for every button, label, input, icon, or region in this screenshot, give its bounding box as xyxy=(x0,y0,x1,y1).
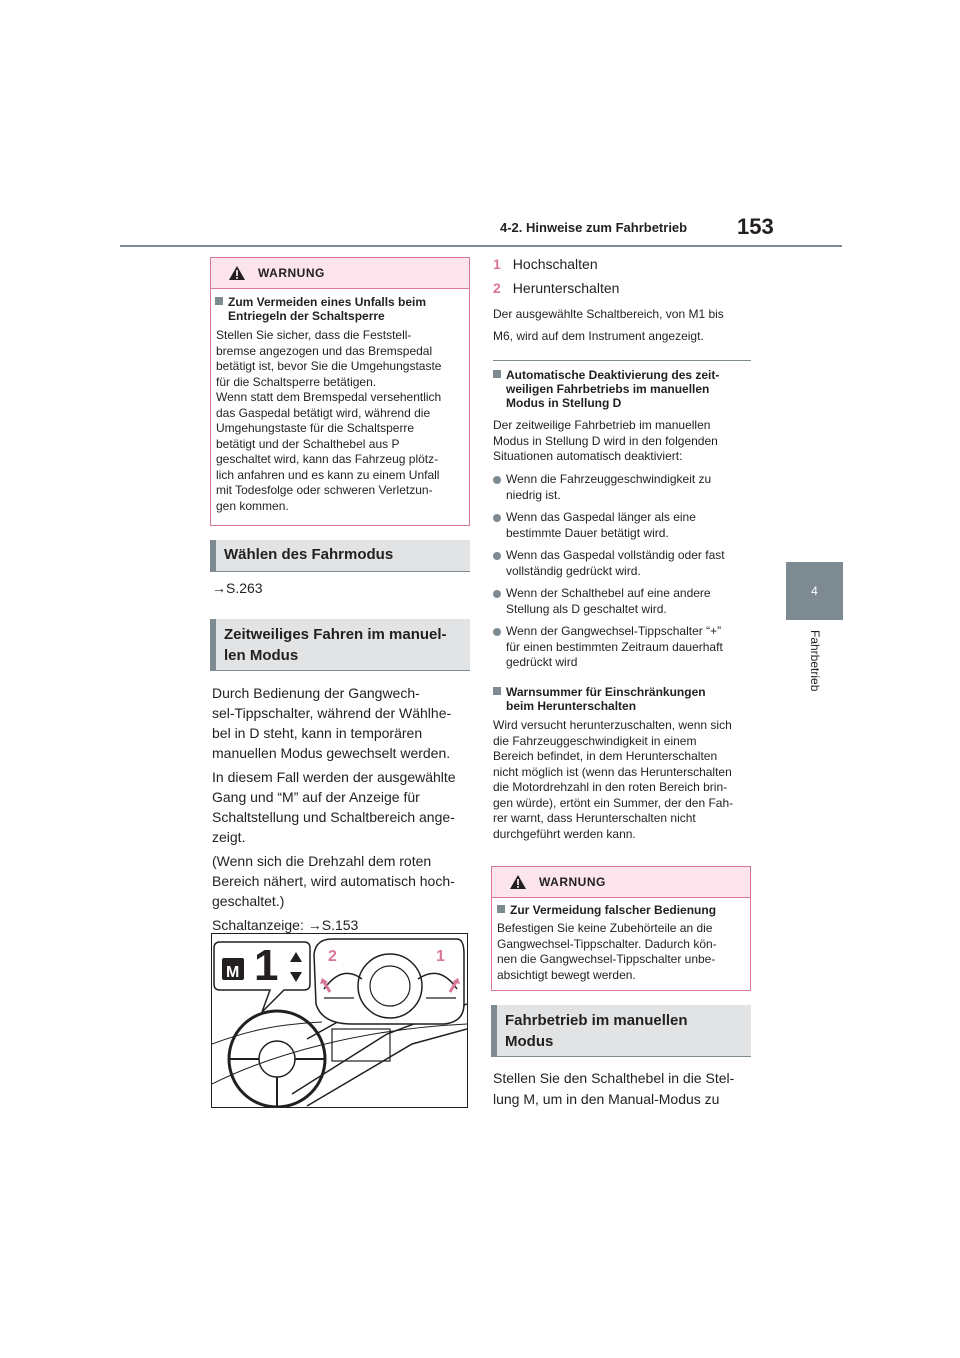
body-line: bel in D steht, kann in temporären xyxy=(212,725,423,741)
section-heading-manuellen-modus xyxy=(491,1005,751,1057)
list-item xyxy=(506,586,711,617)
body-line: die Motordrehzahl in den roten Bereich brin- xyxy=(493,780,728,794)
section-heading-manuell xyxy=(210,619,470,671)
warning-line: gen kommen. xyxy=(216,498,289,513)
list-text: Herunterschalten xyxy=(512,280,620,296)
body-line: gen würde), ertönt ein Summer, der den Fah- xyxy=(493,795,734,810)
body-line: Schaltstellung und Schaltbereich ange- xyxy=(212,809,455,825)
page-reference: →S.263 xyxy=(212,580,263,596)
bullet-line: Wenn das Gaspedal vollständig oder fast xyxy=(506,548,725,562)
body-line: Der zeitweilige Fahrbetrieb im manuellen xyxy=(493,418,711,432)
body-line: manuellen Modus gewechselt werden. xyxy=(212,745,451,761)
bullet-line: Wenn der Schalthebel auf eine andere xyxy=(506,586,711,600)
warning-title-line: Zur Vermeidung falscher Bedienung xyxy=(510,903,717,917)
gear-indicator: 1 xyxy=(254,941,279,990)
bullet-line: bestimmte Dauer betätigt wird. xyxy=(506,525,669,540)
body-line: In diesem Fall werden der ausgewählte xyxy=(212,769,456,785)
warning-title-line: Zum Vermeiden eines Unfalls beim xyxy=(228,295,427,309)
warning-line: absichtigt bewegt werden. xyxy=(497,967,636,982)
list-item xyxy=(506,472,711,503)
body-line: Wird versucht herunterzuschalten, wenn sich xyxy=(493,718,732,732)
list-item xyxy=(493,254,619,274)
body-line: Schaltanzeige: →S.153 xyxy=(212,917,359,933)
warning-line: nen die Gangwechsel-Tippschalter unbe- xyxy=(497,952,716,966)
auto-deactivation-title xyxy=(493,368,719,410)
list-number: 2 xyxy=(493,280,501,296)
warning-header xyxy=(492,867,750,898)
body-line: Durch Bedienung der Gangwech- xyxy=(212,685,420,701)
bullet-line: Wenn das Gaspedal länger als eine xyxy=(506,510,696,524)
bullet-dot xyxy=(493,514,501,522)
warning-line: Gangwechsel-Tippschalter. Dadurch kön- xyxy=(497,936,717,951)
body-line: lung M, um in den Manual-Modus zu xyxy=(493,1091,720,1107)
section-heading-text: len Modus xyxy=(224,647,299,664)
body-line: zeigt. xyxy=(212,829,246,845)
bullet-line: Wenn die Fahrzeuggeschwindigkeit zu xyxy=(506,472,712,486)
warning-triangle-icon xyxy=(228,265,246,281)
range-note xyxy=(493,303,724,347)
title-line: Modus in Stellung D xyxy=(506,396,622,410)
warning-line: das Gaspedal betätigt wird, während die xyxy=(216,405,431,420)
square-bullet-icon xyxy=(497,905,505,913)
list-item xyxy=(506,624,723,671)
title-line: Automatische Deaktivierung des zeit- xyxy=(506,368,720,382)
chapter-label-text: Fahrbetrieb xyxy=(808,630,822,692)
bullet-dot xyxy=(493,590,501,598)
warning-line: bremse angezogen und das Bremspedal xyxy=(216,343,433,358)
warning-label: WARNUNG xyxy=(539,875,606,889)
warning-body xyxy=(216,328,441,514)
callout-upshift: 1 xyxy=(436,948,445,965)
section-heading-text: Modus xyxy=(505,1033,554,1050)
square-bullet-icon xyxy=(493,370,501,378)
header-rule xyxy=(120,245,842,247)
body-line: rer warnt, dass Herunterschalten nicht xyxy=(493,811,696,825)
bullet-line: Stellung als D geschaltet wird. xyxy=(506,601,667,616)
bullet-dot xyxy=(493,552,501,560)
body-line: Bereich nähert, wird automatisch hoch- xyxy=(212,873,455,889)
divider xyxy=(493,360,751,361)
warning-line: betätigt und der Schalthebel aus P xyxy=(216,436,400,451)
body-line: Bereich befindet, in dem Herunterschalten xyxy=(493,749,718,763)
section-heading-text: Zeitweiliges Fahren im manuel- xyxy=(224,626,447,643)
steering-wheel-illustration xyxy=(211,933,468,1108)
chapter-label xyxy=(786,630,843,710)
body-line: Situationen automatisch deaktiviert: xyxy=(493,449,683,463)
auto-deactivation-intro xyxy=(493,418,718,465)
buzzer-title xyxy=(493,685,706,713)
section2-body xyxy=(212,683,456,935)
title-line: weiligen Fahrbetriebs im manuellen xyxy=(506,382,710,396)
list-item xyxy=(493,278,619,298)
square-bullet-icon xyxy=(493,687,501,695)
bullet-line: niedrig ist. xyxy=(506,487,561,502)
buzzer-body xyxy=(493,718,733,842)
running-header: 4-2. Hinweise zum Fahrbetrieb xyxy=(500,220,688,235)
warning-title xyxy=(215,295,426,323)
body-line: geschaltet.) xyxy=(212,893,285,909)
callout-downshift: 2 xyxy=(328,948,337,965)
page-number: 153 xyxy=(737,214,774,239)
body-line: Stellen Sie den Schalthebel in die Stel- xyxy=(493,1070,735,1086)
body-line: (Wenn sich die Drehzahl dem roten xyxy=(212,853,432,869)
warning-body xyxy=(497,921,717,983)
bullet-list xyxy=(493,472,753,682)
list-number: 1 xyxy=(493,256,501,272)
section-heading-text: Wählen des Fahrmodus xyxy=(224,546,394,563)
body-line: sel-Tippschalter, während der Wählhe- xyxy=(212,705,452,721)
title-line: beim Herunterschalten xyxy=(506,699,637,713)
chapter-tab: 4 xyxy=(786,562,843,620)
body-line: nicht möglich ist (wenn das Herunterschalten xyxy=(493,764,732,779)
warning-box-2 xyxy=(491,866,751,991)
list-item xyxy=(506,548,725,579)
body-line: Modus in Stellung D wird in den folgenden xyxy=(493,433,718,448)
warning-line: geschaltet wird, kann das Fahrzeug plötz- xyxy=(216,452,439,466)
bullet-line: vollständig gedrückt wird. xyxy=(506,563,641,578)
warning-line: Befestigen Sie keine Zubehörteile an die xyxy=(497,921,713,935)
section-heading-fahrmodus xyxy=(210,540,470,572)
body-line: Der ausgewählte Schaltbereich, von M1 bis xyxy=(493,307,724,321)
bullet-dot xyxy=(493,628,501,636)
square-bullet-icon xyxy=(215,297,223,305)
warning-line: für die Schaltsperre betätigen. xyxy=(216,374,377,389)
warning-line: lich anfahren und es kann zu einem Unfall xyxy=(216,467,440,482)
section3-body xyxy=(493,1068,734,1110)
warning-line: Wenn statt dem Bremspedal versehentlich xyxy=(216,390,442,404)
warning-line: Umgehungstaste für die Schaltsperre xyxy=(216,421,415,435)
body-line: durchgeführt werden kann. xyxy=(493,826,636,841)
warning-line: betätigt ist, bevor Sie die Umgehungstaste xyxy=(216,359,442,373)
bullet-line: Wenn der Gangwechsel-Tippschalter “+” xyxy=(506,624,722,638)
numbered-list xyxy=(493,254,619,298)
body-line: die Fahrzeuggeschwindigkeit in einem xyxy=(493,733,697,748)
warning-title-line: Entriegeln der Schaltsperre xyxy=(228,309,385,323)
warning-label: WARNUNG xyxy=(258,266,325,280)
bullet-line: für einen bestimmten Zeitraum dauerhaft xyxy=(506,639,723,654)
warning-line: mit Todesfolge oder schweren Verletzun- xyxy=(216,483,433,497)
warning-header xyxy=(211,258,469,289)
section-heading-text: Fahrbetrieb im manuellen xyxy=(505,1012,688,1029)
body-line: Gang und “M” auf der Anzeige für xyxy=(212,789,420,805)
title-line: Warnsummer für Einschränkungen xyxy=(506,685,706,699)
bullet-dot xyxy=(493,476,501,484)
list-text: Hochschalten xyxy=(512,256,598,272)
bullet-line: gedrückt wird xyxy=(506,655,578,669)
warning-line: Stellen Sie sicher, dass die Feststell- xyxy=(216,328,412,342)
warning-title xyxy=(497,903,716,917)
mode-indicator-letter: M xyxy=(226,964,240,981)
figure-svg xyxy=(212,934,467,1107)
warning-box-1 xyxy=(210,257,470,526)
warning-triangle-icon xyxy=(509,874,527,890)
list-item xyxy=(506,510,696,541)
body-line: M6, wird auf dem Instrument angezeigt. xyxy=(493,329,704,343)
